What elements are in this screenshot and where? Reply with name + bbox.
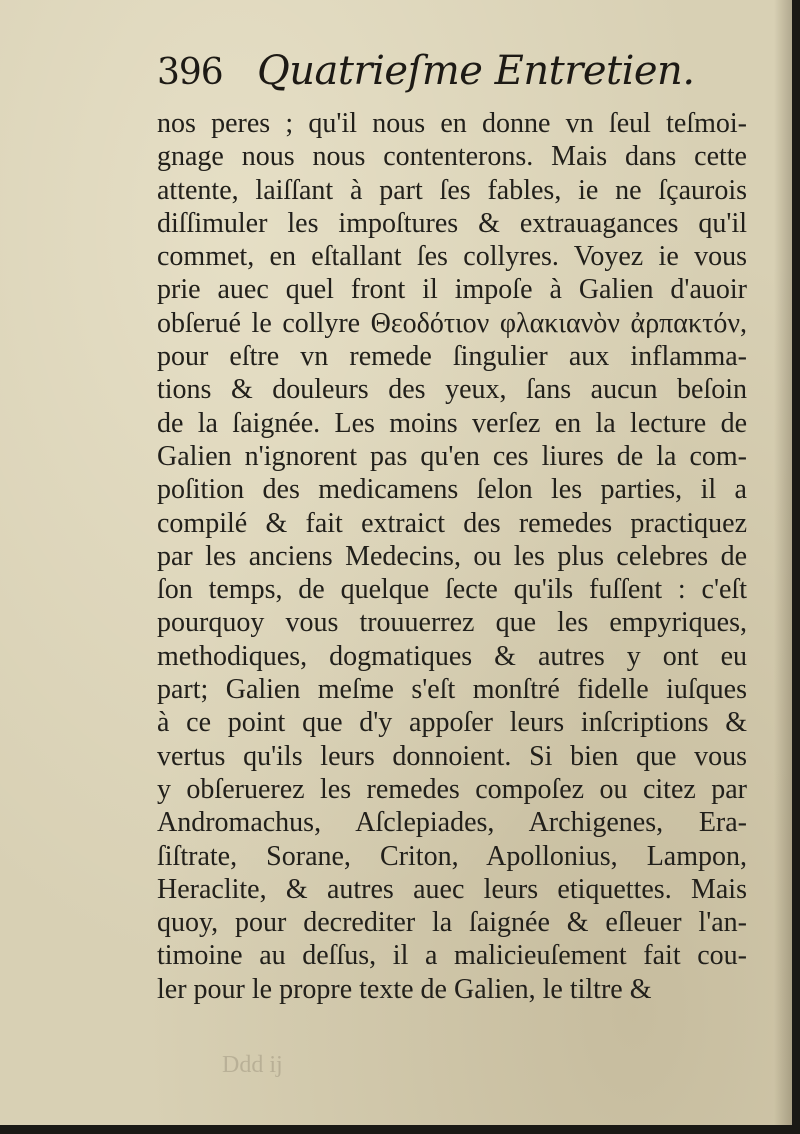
page-number: 396 (157, 52, 223, 93)
text-line: obſerué le collyre Θεοδότιον φλακιανὸν ἀρπακτόν, (157, 307, 747, 339)
text-line: compilé & fait extraict des remedes practiquez (157, 507, 747, 539)
page-gutter-shadow (774, 0, 792, 1125)
text-line: vertus qu'ils leurs donnoient. Si bien que vous (157, 740, 747, 772)
text-line: de la ſaignée. Les moins verſez en la lecture de (157, 407, 747, 439)
text-line: ſon temps, de quelque ſecte qu'ils fuſſent : c'eſt (157, 574, 747, 606)
text-line: poſition des medicamens ſelon les parties, il a (157, 474, 747, 506)
text-line: part; Galien meſme s'eſt monſtré fidelle iuſques (157, 674, 747, 706)
text-line: ler pour le propre texte de Galien, le tiltre & (157, 973, 652, 1005)
text-line: par les anciens Medecins, ou les plus celebres de (157, 540, 747, 572)
text-line: Heraclite, & autres auec leurs etiquettes. Mais (157, 873, 747, 905)
text-line: Galien n'ignorent pas qu'en ces liures de la com- (157, 440, 747, 472)
text-line: Andromachus, Aſclepiades, Archigenes, Era- (157, 807, 747, 839)
running-title: Quatrieſme Entretien. (257, 48, 695, 94)
text-line: à ce point que d'y appoſer leurs inſcriptions & (157, 707, 747, 739)
body-text (157, 107, 747, 1006)
text-line: tions & douleurs des yeux, ſans aucun beſoin (157, 374, 747, 406)
text-line: methodiques, dogmatiques & autres y ont eu (157, 640, 747, 672)
text-line: diſſimuler les impoſtures & extrauagances qu'il (157, 207, 747, 239)
text-line: y obſeruerez les remedes compoſez ou citez par (157, 773, 747, 805)
text-line: attente, laiſſant à part ſes fables, ie ne ſçaurois (157, 174, 747, 206)
text-line: gnage nous nous contenterons. Mais dans cette (157, 141, 747, 173)
text-line: pour eſtre vn remede ſingulier aux inflamma- (157, 341, 747, 373)
text-line: ſiſtrate, Sorane, Criton, Apollonius, Lampon, (157, 840, 747, 872)
text-line: quoy, pour decrediter la ſaignée & eſleuer l'an- (157, 907, 747, 939)
text-line: prie auec quel front il impoſe à Galien d'auoir (157, 274, 747, 306)
text-line: timoine au deſſus, il a malicieuſement fait cou- (157, 940, 747, 972)
text-line: pourquoy vous trouuerrez que les empyriques, (157, 607, 747, 639)
signature-mark: Ddd ij (222, 1052, 283, 1078)
text-line: commet, en eſtallant ſes collyres. Voyez ie vous (157, 241, 747, 273)
running-head (157, 44, 757, 104)
text-line: nos peres ; qu'il nous en donne vn ſeul teſmoi- (157, 108, 747, 139)
